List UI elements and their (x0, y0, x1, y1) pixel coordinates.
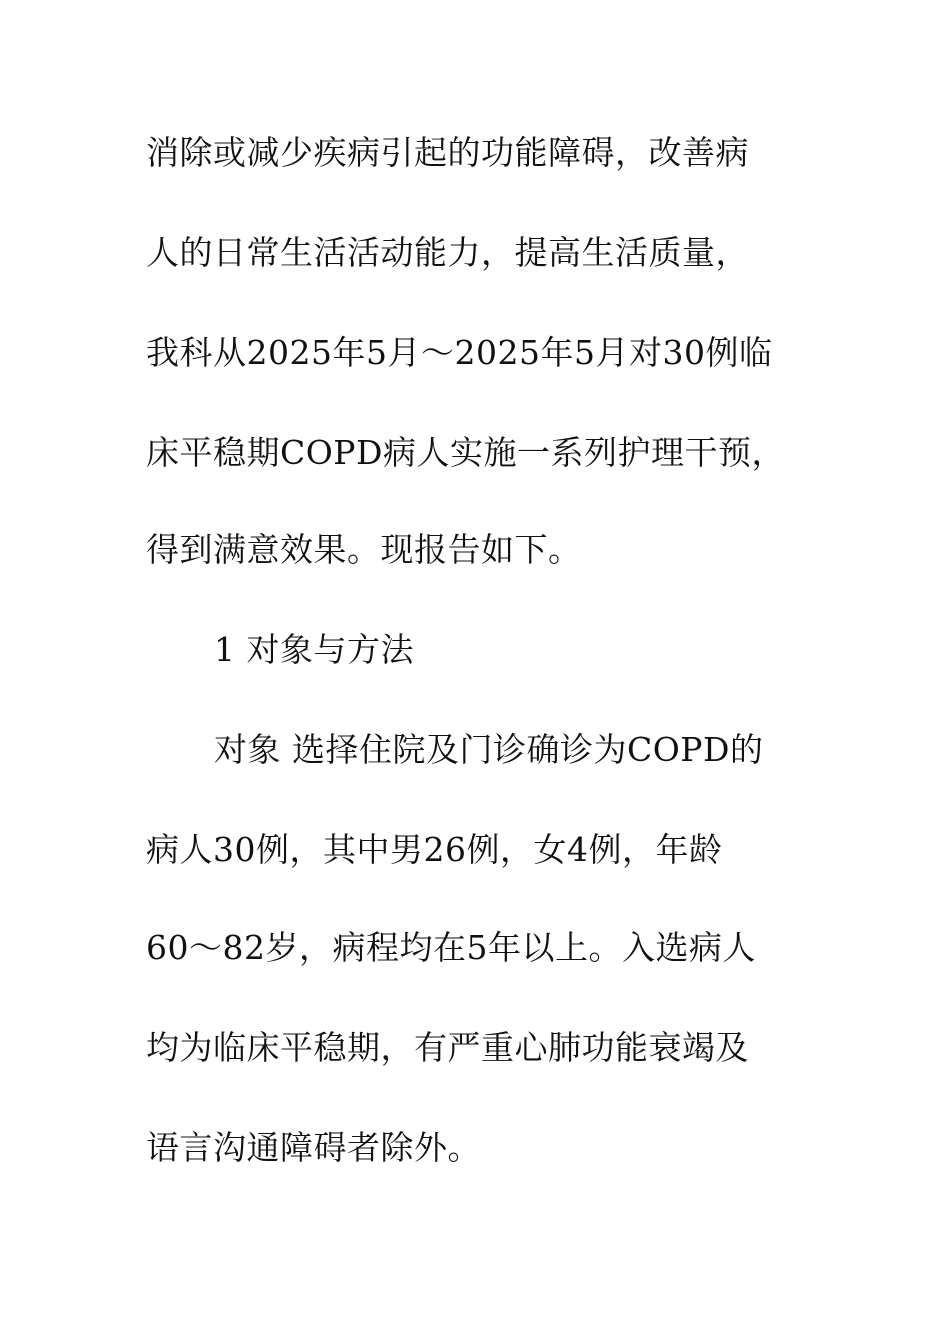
text-line: 人的日常生活活动能力，提高生活质量， (146, 233, 749, 272)
text-line: 消除或减少疾病引起的功能障碍，改善病 (146, 133, 749, 172)
text-line: 语言沟通障碍者除外。 (146, 1128, 481, 1167)
text-line: 60～82岁，病程均在5年以上。入选病人 (146, 928, 756, 967)
text-line: 病人30例，其中男26例，女4例，年龄 (146, 830, 723, 869)
paragraph-start: 对象 选择住院及门诊确诊为COPD的 (214, 730, 764, 769)
section-heading: 1 对象与方法 (214, 630, 414, 669)
text-line: 床平稳期COPD病人实施一系列护理干预， (146, 433, 785, 472)
text-line: 我科从2025年5月～2025年5月对30例临 (146, 333, 773, 372)
text-line: 得到满意效果。现报告如下。 (146, 530, 582, 569)
text-line: 均为临床平稳期，有严重心肺功能衰竭及 (146, 1028, 749, 1067)
